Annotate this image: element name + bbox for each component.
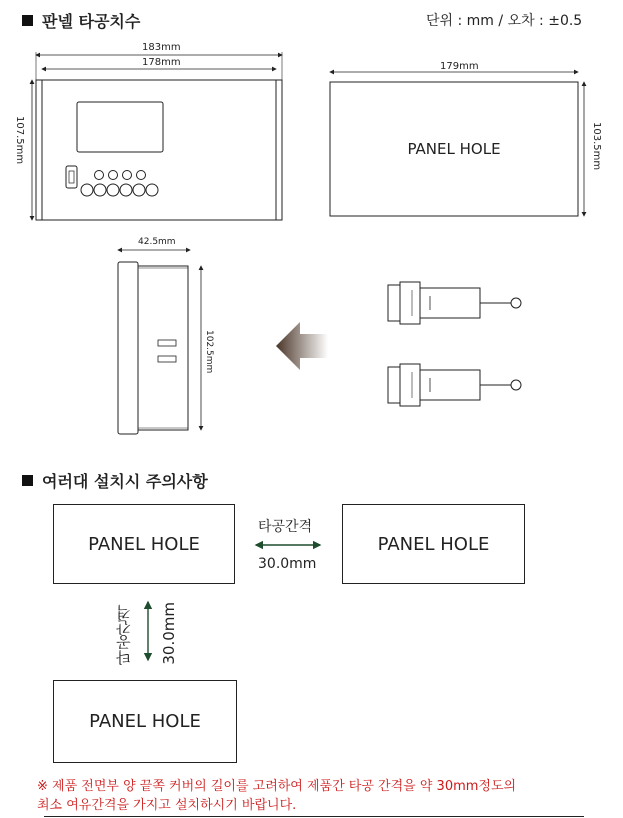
front-button-5 — [133, 184, 145, 196]
indicator-led-2 — [109, 171, 118, 180]
unit-tolerance-note: 단위 : mm / 오차 : ±0.5 — [426, 13, 583, 29]
mounting-bracket-bottom — [388, 364, 521, 406]
front-button-3 — [107, 184, 119, 196]
front-button-4 — [120, 184, 132, 196]
side-front-bezel — [118, 262, 138, 434]
side-clip-slot-2 — [158, 356, 176, 362]
dim-label-183: 183mm — [142, 42, 181, 53]
panel-hole-box-1-label: PANEL HOLE — [88, 533, 200, 555]
side-clip-slot-1 — [158, 340, 176, 346]
dim-label-107: 107.5mm — [14, 116, 25, 165]
dim-label-178: 178mm — [142, 57, 181, 68]
horizontal-gap-value: 30.0mm — [258, 556, 317, 572]
dim-label-179: 179mm — [440, 61, 479, 72]
footer-note-line-1: ※ 제품 전면부 양 끝쪽 커버의 길이를 고려하여 제품간 타공 간격을 약 30mm정도의 — [37, 779, 517, 794]
dim-label-42: 42.5mm — [138, 237, 176, 247]
display-window — [77, 102, 163, 152]
section-title-multi-install: 여러대 설치시 주의사항 — [22, 469, 208, 492]
panel-hole-box-2-label: PANEL HOLE — [377, 533, 490, 555]
footer-rule — [44, 816, 584, 817]
indicator-led-3 — [123, 171, 132, 180]
horizontal-gap-label: 타공간격 — [258, 519, 313, 535]
dim-label-103: 103.5mm — [591, 122, 602, 171]
indicator-led-4 — [137, 171, 146, 180]
front-view-diagram — [0, 0, 623, 240]
vertical-gap-label: 타공간격 — [115, 605, 133, 665]
square-bullet-icon — [22, 475, 33, 486]
panel-hole-box-3 — [53, 680, 237, 763]
indicator-led-1 — [95, 171, 104, 180]
panel-hole-box-3-label: PANEL HOLE — [89, 711, 201, 732]
panel-hole-label-top: PANEL HOLE — [407, 140, 501, 158]
front-button-6 — [146, 184, 158, 196]
side-body — [138, 266, 188, 430]
side-view-diagram — [0, 230, 623, 445]
insert-direction-arrow-icon — [276, 322, 328, 370]
front-button-2 — [94, 184, 106, 196]
section-title-hole-size: 판넬 타공치수 — [22, 9, 140, 32]
front-button-1 — [81, 184, 93, 196]
mounting-bracket-top — [388, 282, 521, 324]
vertical-gap-value: 30.0mm — [160, 602, 178, 665]
footer-note-line-2: 최소 여유간격을 가지고 설치하시기 바랍니다. — [37, 798, 297, 813]
footer-note — [37, 777, 607, 815]
dim-label-102: 102.5mm — [204, 330, 214, 374]
